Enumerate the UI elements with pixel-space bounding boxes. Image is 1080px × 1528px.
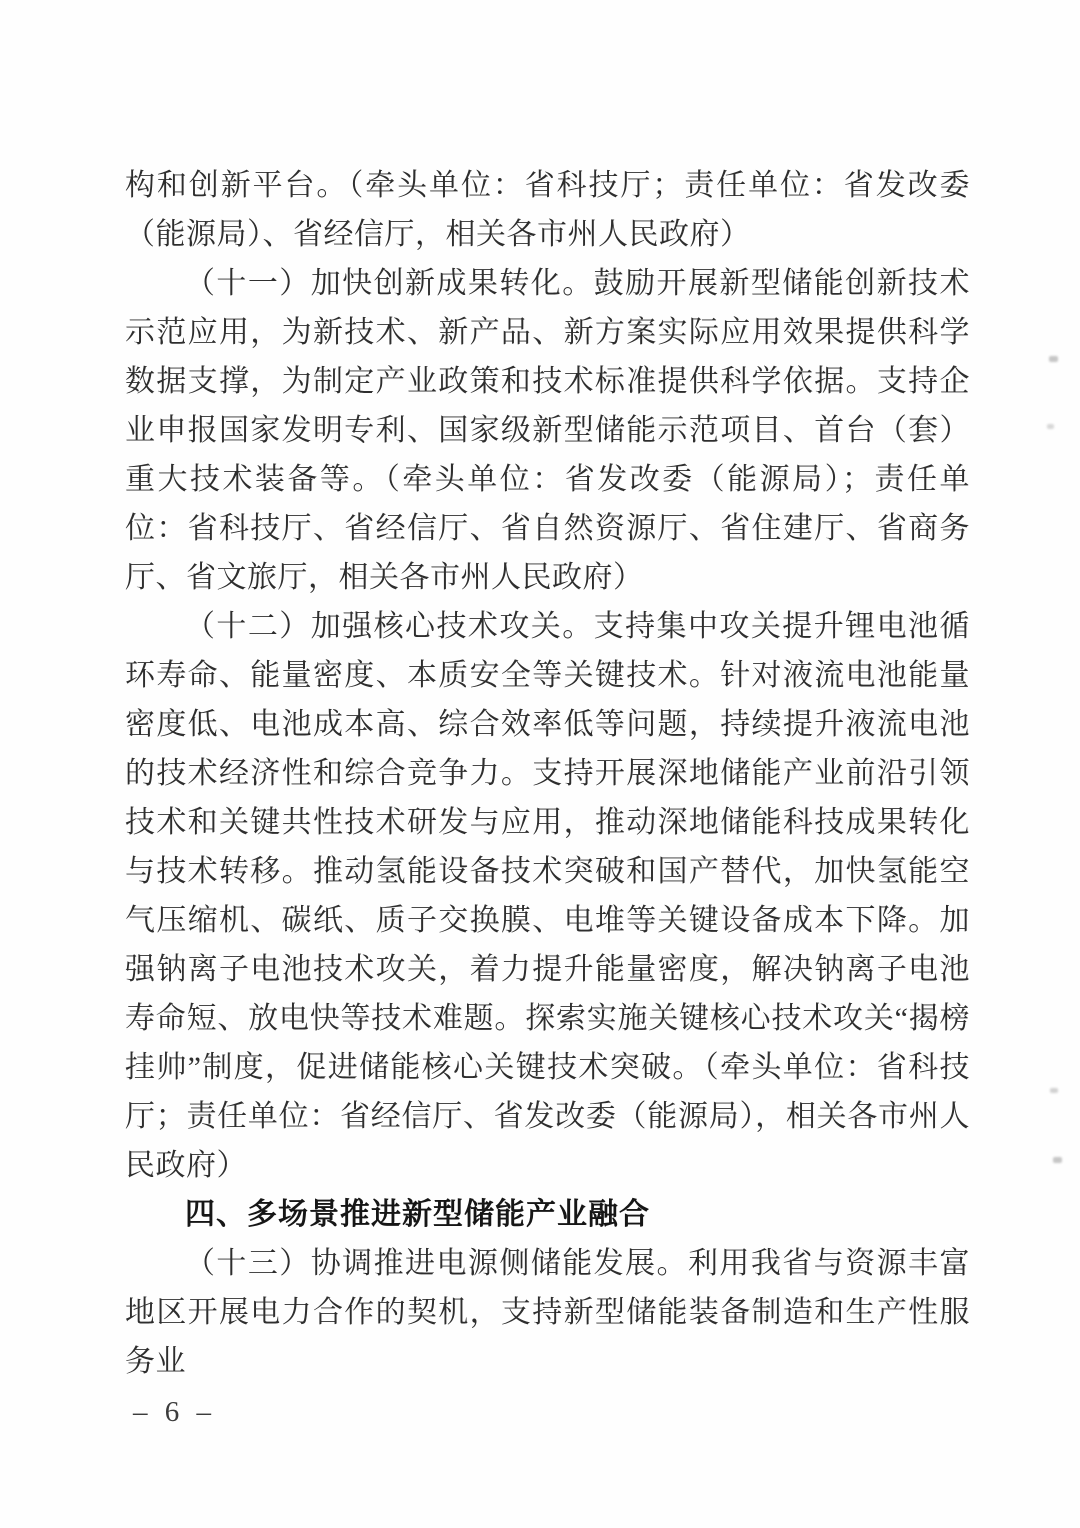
paragraph-item-12: （十二）加强核心技术攻关。支持集中攻关提升锂电池循环寿命、能量密度、本质安全等关键技术。针对液流电池能量密度低、电池成本高、综合效率低等问题，持续提升液流电池的技术经济性和综合竞争力。支持开展深地储能产业前沿引领技术和关键共性技术研发与应用，推动深地储能科技成果转化与技术转移。推动氢能设备技术突破和国产替代，加快氢能空气压缩机、碳纸、质子交换膜、电堆等关键设备成本下降。加强钠离子电池技术攻关，着力提升能量密度，解决钠离子电池寿命短、放电快等技术难题。探索实施关键核心技术攻关“揭榜挂帅”制度，促进储能核心关键技术突破。（牵头单位：省科技厅；责任单位：省经信厅、省发改委（能源局），相关各市州人民政府） (125, 610, 970, 1182)
scan-artifact (1049, 356, 1058, 362)
paragraph-item-13: （十三）协调推进电源侧储能发展。利用我省与资源丰富地区开展电力合作的契机，支持新型储能装备制造和生产性服务业 (125, 1247, 970, 1378)
scan-artifact (1053, 1157, 1062, 1163)
document-body (125, 161, 970, 1386)
section-heading: 四、多场景推进新型储能产业融合 (185, 1198, 650, 1231)
page-number: – 6 – (133, 1396, 216, 1428)
paragraph-continuation: 构和创新平台。（牵头单位：省科技厅；责任单位：省发改委（能源局）、省经信厅，相关各市州人民政府） (125, 169, 970, 251)
paragraph-item-11: （十一）加快创新成果转化。鼓励开展新型储能创新技术示范应用，为新技术、新产品、新方案实际应用效果提供科学数据支撑，为制定产业政策和技术标准提供科学依据。支持企业申报国家发明专利、国家级新型储能示范项目、首台（套）重大技术装备等。（牵头单位：省发改委（能源局）；责任单位：省科技厅、省经信厅、省自然资源厅、省住建厅、省商务厅、省文旅厅，相关各市州人民政府） (125, 267, 970, 594)
scan-artifact (1050, 1088, 1058, 1093)
scan-artifact (1047, 424, 1054, 429)
